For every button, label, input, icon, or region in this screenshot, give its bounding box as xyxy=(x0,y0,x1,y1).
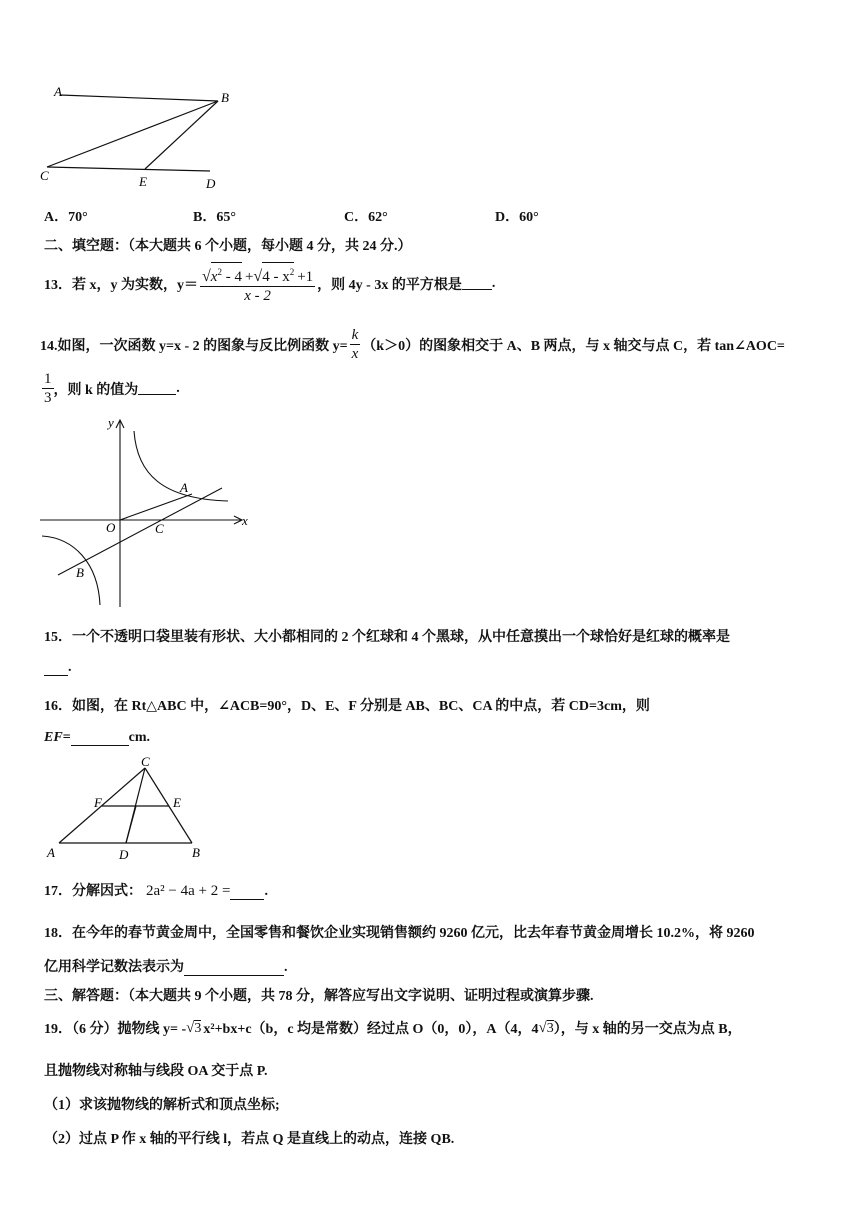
q14-k-over-x: $\frac{k}{x}$ xyxy=(351,327,359,362)
q14-label-A: A xyxy=(180,480,188,495)
q19-line2: 且抛物线对称轴与线段 OA 交于点 P. xyxy=(44,1064,268,1079)
section-3-heading: 三、解答题：（本大题共 9 个小题，共 78 分，解答应写出文字说明、证明过程或演算步骤. xyxy=(44,989,594,1004)
q19-line1: 19．（6 分）抛物线 y= - √ 3 x²+bx+c（b，c 均是常数）经过点 O（0，0），A（4，4 √ 3 ），与 x 轴的另一交点为点 B， xyxy=(44,1019,742,1037)
q18-answer-blank xyxy=(184,963,284,976)
q12-label-B: B xyxy=(221,90,229,105)
section-2-heading: 二、填空题：（本大题共 6 个小题，每小题 4 分，共 24 分.） xyxy=(44,239,412,254)
q17: 17．分解因式： 2a² − 4a + 2 = . xyxy=(44,883,268,899)
q16-line2: EF= cm. xyxy=(44,730,151,745)
q12-label-E: E xyxy=(139,174,147,189)
q16-label-F: F xyxy=(94,795,102,810)
q14-label-B: B xyxy=(76,565,84,580)
q15-line2: . xyxy=(44,660,72,676)
q14-line2: $\frac{1}{3}$ ，则 k 的值为 . xyxy=(44,371,180,406)
q12-option-a: A．70° xyxy=(44,210,88,225)
q16-label-B: B xyxy=(192,845,200,860)
q13-prefix: 13．若 x，y 为实数，y＝ xyxy=(44,277,198,293)
q19-part1: （1）求该抛物线的解析式和顶点坐标; xyxy=(44,1098,280,1113)
q14-label-y: y xyxy=(108,415,114,430)
q13-answer-blank xyxy=(462,277,492,290)
q12-option-b: B．65° xyxy=(193,210,236,225)
q15: 15．一个不透明口袋里装有形状、大小都相同的 2 个红球和 4 个黑球，从中任意摸出一个球恰好是红球的概率是 xyxy=(44,630,730,645)
q14-label-O: O xyxy=(106,520,116,535)
q16: 16．如图，在 Rt△ABC 中，∠ACB=90°，D、E、F 分别是 AB、BC、CA 的中点，若 CD=3cm，则 xyxy=(44,699,650,714)
q16-label-A: A xyxy=(47,845,55,860)
q13-suffix: ，则 4y - 3x 的平方根是 xyxy=(317,277,462,293)
q12-option-c: C．62° xyxy=(344,210,388,225)
q16-label-E: E xyxy=(173,795,181,810)
q18-line2: 亿用科学记数法表示为 . xyxy=(44,960,288,975)
q16-figure xyxy=(42,752,212,864)
q16-answer-blank xyxy=(71,733,129,746)
q14-line1: 14.如图，一次函数 y=x - 2 的图象与反比例函数 y= $\frac{k}{x}$ （k＞0）的图象相交于 A、B 两点，与 x 轴交与点 C，若 tan∠AOC= xyxy=(40,327,785,362)
q13-fraction: √ $x^2 - 4$ + √ $4 - x^2$ +1 x - 2 xyxy=(200,262,315,305)
q19-part2: （2）过点 P 作 x 轴的平行线 l，若点 Q 是直线上的动点，连接 QB. xyxy=(44,1132,455,1147)
q12-label-D: D xyxy=(206,176,216,191)
q17-expression: 2a² − 4a + 2 = xyxy=(146,883,231,899)
q14-label-x: x xyxy=(242,513,248,528)
q13: 13．若 x，y 为实数，y＝ √ $x^2 - 4$ + √ $4 - x^2$ +1 x - 2 ，则 4y - 3x 的平方根是 . xyxy=(44,262,495,305)
q16-label-D: D xyxy=(119,847,129,862)
q12-figure xyxy=(35,80,245,195)
q12-label-C: C xyxy=(40,168,49,183)
q14-tan-fraction: $\frac{1}{3}$ xyxy=(44,371,52,406)
q17-answer-blank xyxy=(230,887,264,900)
q12-option-d: D．60° xyxy=(495,210,539,225)
q14-figure xyxy=(36,415,256,615)
q15-answer-blank xyxy=(44,663,68,676)
q14-label-C: C xyxy=(155,521,164,536)
q14-answer-blank xyxy=(138,382,176,395)
q18-line1: 18．在今年的春节黄金周中，全国零售和餐饮企业实现销售额约 9260 亿元，比去年春节黄金周增长 10.2%，将 9260 xyxy=(44,926,755,941)
q12-label-A: A xyxy=(54,84,62,99)
q16-label-C: C xyxy=(141,754,150,769)
